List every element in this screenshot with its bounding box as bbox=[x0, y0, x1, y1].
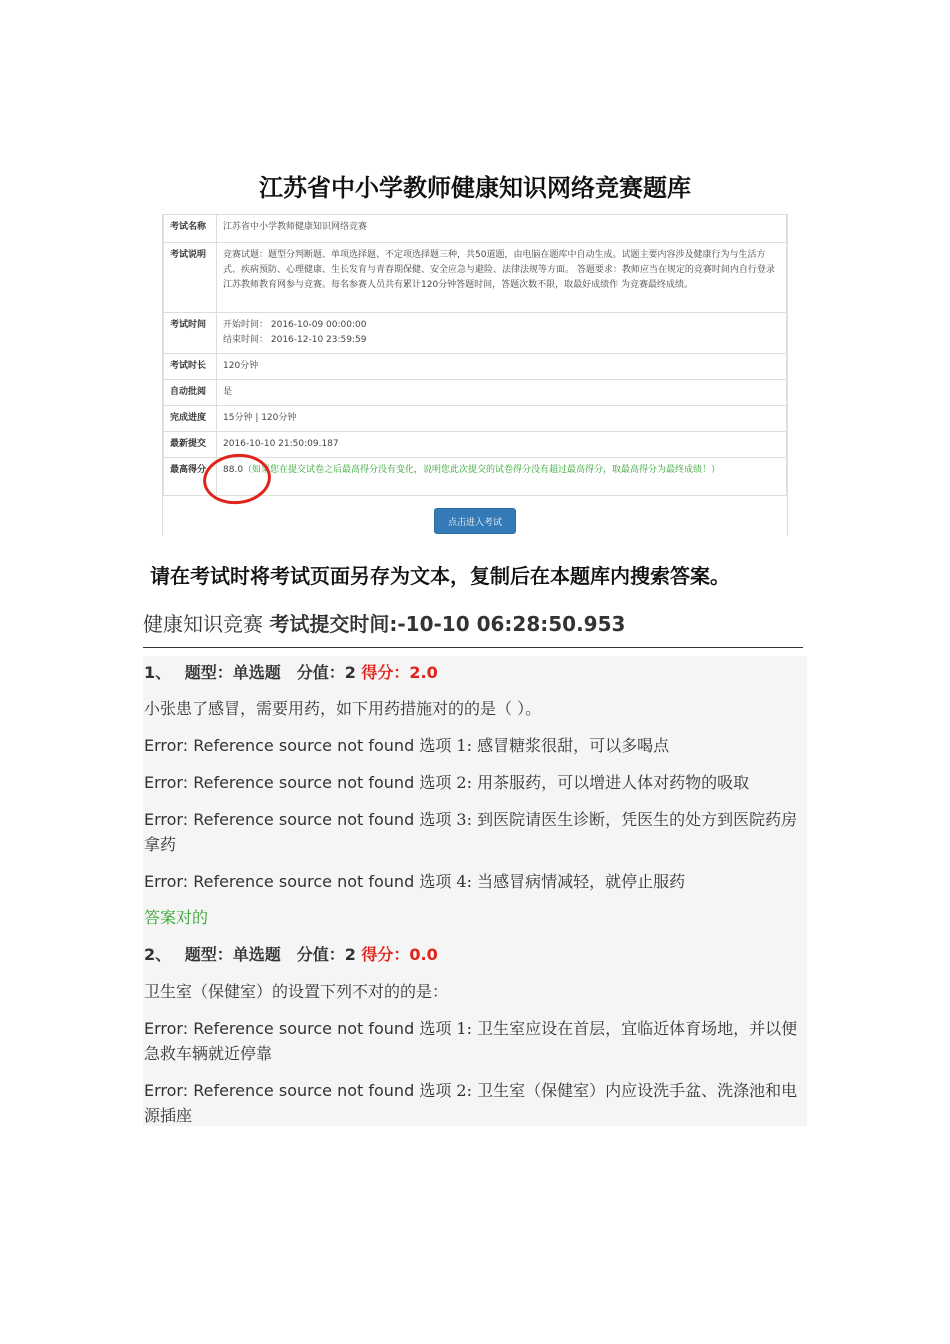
row-key: 考试时长 bbox=[164, 354, 217, 380]
start-time: 开始时间： 2016-10-09 00:00:00 bbox=[223, 320, 367, 330]
row-value: 是 bbox=[217, 380, 787, 406]
row-key: 自动批阅 bbox=[164, 380, 217, 406]
option: Error: Reference source not found 选项 1: 卫生室应设在首层，宜临近体育场地，并以便急救车辆就近停靠 bbox=[144, 1019, 798, 1063]
row-key: 最高得分 bbox=[164, 458, 217, 496]
instruction-text: 请在考试时将考试页面另存为文本，复制后在本题库内搜索答案。 bbox=[150, 564, 730, 588]
question-text: 卫生室（保健室）的设置下列不对的的是： bbox=[144, 982, 449, 1001]
row-value: 竞赛试题：题型分判断题、单项选择题、不定项选择题三种，共50道题，由电脑在题库中自动生成。试题主要内容涉及健康行为与生活方式、疾病预防、心理健康、生长发育与青春期保健、安全应急与避险、法律法规等方面。 答题要求：教师应当在规定的竞赛时间内自行登录江苏教师教育网参与竞赛。每名参赛人员共有累计120分钟答题时间，答题次数不限，取最好成绩作 为竞赛最终成绩。 bbox=[217, 243, 787, 313]
row-value: 江苏省中小学教师健康知识网络竞赛 bbox=[217, 215, 787, 243]
table-row bbox=[164, 215, 787, 243]
option: Error: Reference source not found 选项 4: 当感冒病情减轻，就停止服药 bbox=[144, 872, 686, 891]
exam-info-screenshot bbox=[162, 214, 788, 536]
question-score: 得分：0.0 bbox=[361, 945, 438, 964]
question-text: 小张患了感冒，需要用药，如下用药措施对的的是（ ）。 bbox=[144, 699, 542, 718]
row-value: 2016-10-10 21:50:09.187 bbox=[217, 432, 787, 458]
document-title: 江苏省中小学教师健康知识网络竞赛题库 bbox=[259, 173, 691, 202]
option: Error: Reference source not found 选项 3: 到医院请医生诊断，凭医生的处方到医院药房拿药 bbox=[144, 810, 798, 854]
table-row bbox=[164, 406, 787, 432]
question-score: 得分：2.0 bbox=[361, 663, 438, 682]
exam-info-table bbox=[163, 214, 787, 496]
row-value: 15分钟 | 120分钟 bbox=[217, 406, 787, 432]
question-header: 2、 题型：单选题 分值：2 得分：0.0 bbox=[144, 945, 438, 964]
table-row bbox=[164, 313, 787, 354]
row-key: 考试名称 bbox=[164, 215, 217, 243]
question-header: 1、 题型：单选题 分值：2 得分：2.0 bbox=[144, 663, 438, 682]
option: Error: Reference source not found 选项 2: 用茶服药，可以增进人体对药物的吸取 bbox=[144, 773, 750, 792]
answer-status: 答案对的 bbox=[144, 908, 209, 927]
table-row bbox=[164, 243, 787, 313]
table-row bbox=[164, 432, 787, 458]
table-row bbox=[164, 354, 787, 380]
option: Error: Reference source not found 选项 2: 卫生室（保健室）内应设洗手盆、洗涤池和电源插座 bbox=[144, 1081, 798, 1125]
row-key: 考试时间 bbox=[164, 313, 217, 354]
row-key: 完成进度 bbox=[164, 406, 217, 432]
row-key: 考试说明 bbox=[164, 243, 217, 313]
row-value: 120分钟 bbox=[217, 354, 787, 380]
highest-score: 88.0 bbox=[223, 465, 244, 475]
section-title-prefix: 健康知识竞赛 bbox=[143, 612, 270, 636]
row-key: 最新提交 bbox=[164, 432, 217, 458]
table-row bbox=[164, 380, 787, 406]
question-list bbox=[143, 656, 807, 1126]
option: Error: Reference source not found 选项 1: 感冒糖浆很甜，可以多喝点 bbox=[144, 736, 670, 755]
enter-exam-button[interactable]: 点击进入考试 bbox=[434, 508, 516, 534]
end-time: 结束时间： 2016-12-10 23:59:59 bbox=[223, 335, 367, 345]
section-submit-time: 考试提交时间:-10-10 06:28:50.953 bbox=[269, 612, 626, 636]
section-heading bbox=[143, 608, 803, 648]
score-note: （如果您在提交试卷之后最高得分没有变化，说明您此次提交的试卷得分没有超过最高得分，取最高得分为最终成绩！） bbox=[243, 465, 721, 475]
